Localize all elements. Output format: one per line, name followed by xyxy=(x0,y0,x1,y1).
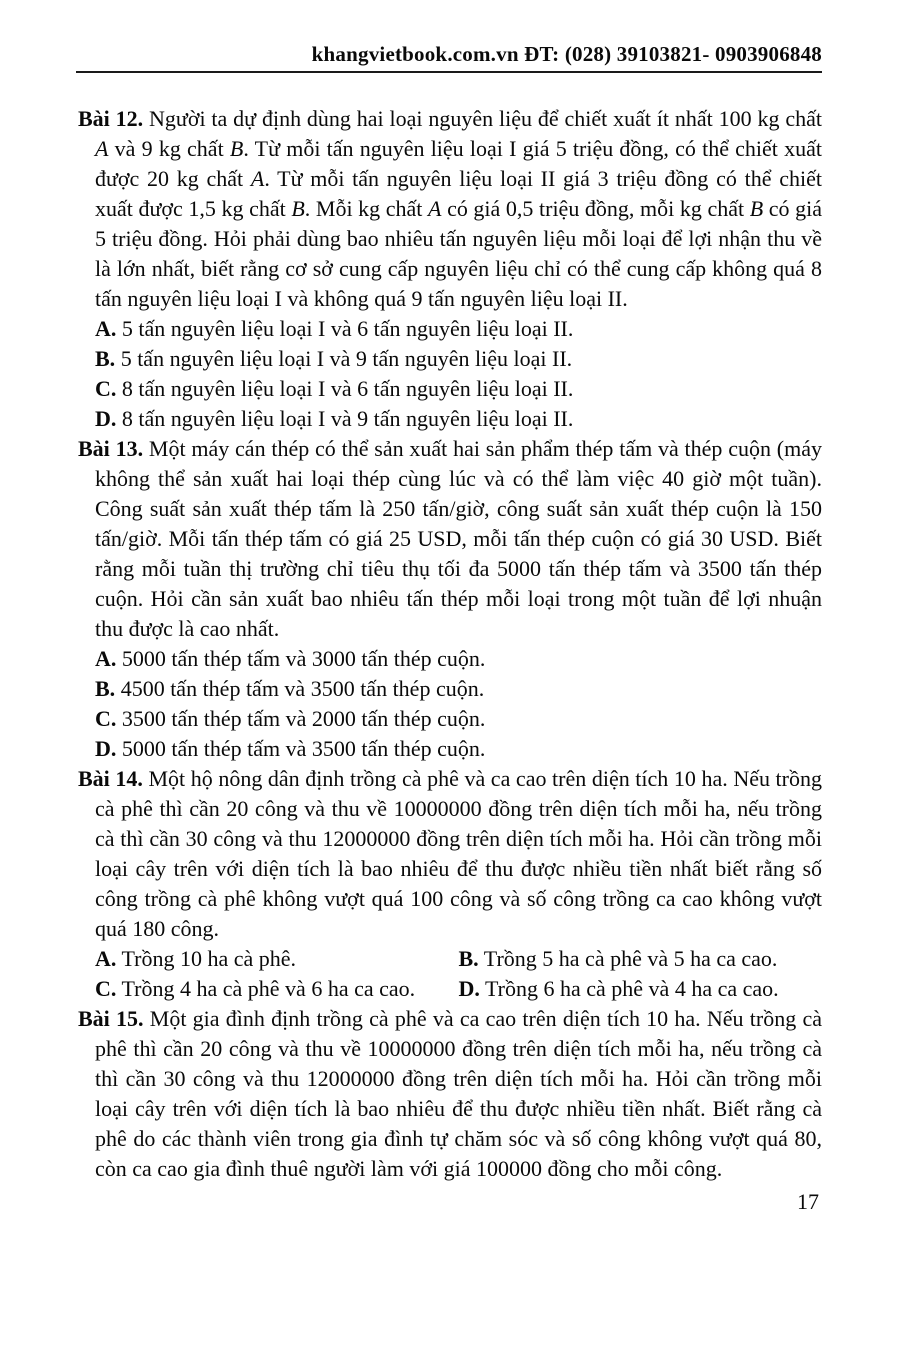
bai14-option-c-label: C. xyxy=(95,976,117,1001)
bai14-option-b xyxy=(459,944,823,974)
bai13-option-d-label: D. xyxy=(95,736,117,761)
bai12-option-b-label: B. xyxy=(95,346,116,371)
bai14-option-b-label: B. xyxy=(458,946,479,971)
bai12-option-d xyxy=(95,404,822,434)
bai12-option-c xyxy=(95,374,822,404)
bai14-option-a xyxy=(95,944,459,974)
header-contact-text: khangvietbook.com.vn ĐT: (028) 39103821- 0903906848 xyxy=(311,42,822,66)
page-content xyxy=(78,104,822,1184)
bai14-option-b-text: Trồng 5 ha cà phê và 5 ha ca cao. xyxy=(483,946,778,971)
bai12-option-d-label: D. xyxy=(95,406,117,431)
bai12-option-a xyxy=(95,314,822,344)
problem-bai-14 xyxy=(78,764,822,1004)
bai12-option-b xyxy=(95,344,822,374)
bai12-option-a-label: A. xyxy=(95,316,117,341)
bai15-statement xyxy=(78,1004,822,1184)
bai12-option-c-text: 8 tấn nguyên liệu loại I và 6 tấn nguyên liệu loại II. xyxy=(121,376,574,401)
bai13-option-a-label: A. xyxy=(95,646,117,671)
bai14-option-a-label: A. xyxy=(95,946,117,971)
bai14-option-c xyxy=(95,974,459,1004)
bai12-options xyxy=(95,314,822,434)
bai13-option-a-text: 5000 tấn thép tấm và 3000 tấn thép cuộn. xyxy=(121,646,486,671)
bai14-statement xyxy=(78,764,822,944)
bai13-option-b-text: 4500 tấn thép tấm và 3500 tấn thép cuộn. xyxy=(120,676,485,701)
bai14-option-d-text: Trồng 6 ha cà phê và 4 ha ca cao. xyxy=(485,976,779,1001)
bai13-statement xyxy=(78,434,822,644)
bai14-option-d-label: D. xyxy=(458,976,480,1001)
bai12-label: Bài 12. xyxy=(78,106,144,131)
bai13-label: Bài 13. xyxy=(78,436,144,461)
bai14-option-a-text: Trồng 10 ha cà phê. xyxy=(121,946,297,971)
bai12-option-c-label: C. xyxy=(95,376,117,401)
bai13-option-c xyxy=(95,704,822,734)
bai15-label: Bài 15. xyxy=(78,1006,144,1031)
bai13-option-b-label: B. xyxy=(95,676,116,701)
bai14-option-d xyxy=(459,974,823,1004)
page-number: 17 xyxy=(797,1189,819,1214)
bai12-option-d-text: 8 tấn nguyên liệu loại I và 9 tấn nguyên liệu loại II. xyxy=(121,406,574,431)
bai13-option-d-text: 5000 tấn thép tấm và 3500 tấn thép cuộn. xyxy=(121,736,486,761)
bai13-option-d xyxy=(95,734,822,764)
problem-bai-13 xyxy=(78,434,822,764)
bai12-text: Người ta dự định dùng hai loại nguyên liệu để chiết xuất ít nhất 100 kg chất A và 9 kg chất B. Từ mỗi tấn nguyên liệu loại I giá 5 triệu đồng, có thể chiết xuất được 20 kg chất A. Từ mỗi tấn nguyên liệu loại II giá 3 triệu đồng có thể chiết xuất được 1,5 kg chất B. Mỗi kg chất A có giá 0,5 triệu đồng, mỗi kg chất B có giá 5 triệu đồng. Hỏi phải dùng bao nhiêu tấn nguyên liệu mỗi loại để lợi nhận thu về là lớn nhất, biết rằng cơ sở cung cấp nguyên liệu chỉ có thể cung cấp không quá 8 tấn nguyên liệu loại I và không quá 9 tấn nguyên liệu loại II. xyxy=(95,106,823,311)
bai13-option-c-text: 3500 tấn thép tấm và 2000 tấn thép cuộn. xyxy=(121,706,486,731)
bai12-statement xyxy=(78,104,823,314)
bai13-option-b xyxy=(95,674,822,704)
bai14-options xyxy=(95,944,822,1004)
bai13-option-c-label: C. xyxy=(95,706,117,731)
bai14-option-c-text: Trồng 4 ha cà phê và 6 ha ca cao. xyxy=(121,976,416,1001)
bai15-text: Một gia đình định trồng cà phê và ca cao trên diện tích 10 ha. Nếu trồng cà phê thì cần 20 công và thu về 10000000 đồng trên diện tích mỗi ha, nếu trồng cà thì cần 30 công và thu 12000000 đồng trên diện tích mỗi ha. Hỏi cần trồng mỗi loại cây trên với diện tích là bao nhiêu để thu được nhiều tiền nhất. Biết rằng cà phê do các thành viên trong gia đình tự chăm sóc và số công không vượt quá 80, còn ca cao gia đình thuê người làm với giá 100000 đồng cho mỗi công. xyxy=(95,1006,822,1181)
bai14-text: Một hộ nông dân định trồng cà phê và ca cao trên diện tích 10 ha. Nếu trồng cà phê thì cần 20 công và thu về 10000000 đồng trên diện tích mỗi ha, nếu trồng cà thì cần 30 công và thu 12000000 đồng trên diện tích mỗi ha. Hỏi cần trồng mỗi loại cây trên với diện tích là bao nhiêu để thu được nhiều tiền nhất biết rằng số công trồng cà phê không vượt quá 100 công và số công trồng ca cao không vượt quá 180 công. xyxy=(95,766,822,941)
bai12-option-b-text: 5 tấn nguyên liệu loại I và 9 tấn nguyên liệu loại II. xyxy=(120,346,573,371)
problem-bai-12 xyxy=(78,104,822,434)
bai14-label: Bài 14. xyxy=(78,766,143,791)
bai13-option-a xyxy=(95,644,822,674)
page-header xyxy=(76,42,822,73)
bai12-option-a-text: 5 tấn nguyên liệu loại I và 6 tấn nguyên liệu loại II. xyxy=(121,316,574,341)
problem-bai-15 xyxy=(78,1004,822,1184)
bai13-options xyxy=(95,644,822,764)
bai13-text: Một máy cán thép có thể sản xuất hai sản phẩm thép tấm và thép cuộn (máy không thể sản xuất hai loại thép cùng lúc và có thể làm việc 40 giờ một tuần). Công suất sản xuất thép tấm là 250 tấn/giờ, công suất sản xuất thép cuộn là 150 tấn/giờ. Mỗi tấn thép tấm có giá 25 USD, mỗi tấn thép cuộn có giá 30 USD. Biết rằng mỗi tuần thị trường chỉ tiêu thụ tối đa 5000 tấn thép tấm và 3500 tấn thép cuộn. Hỏi cần sản xuất bao nhiêu tấn thép mỗi loại trong một tuần để lợi nhuận thu được là cao nhất. xyxy=(95,436,822,641)
